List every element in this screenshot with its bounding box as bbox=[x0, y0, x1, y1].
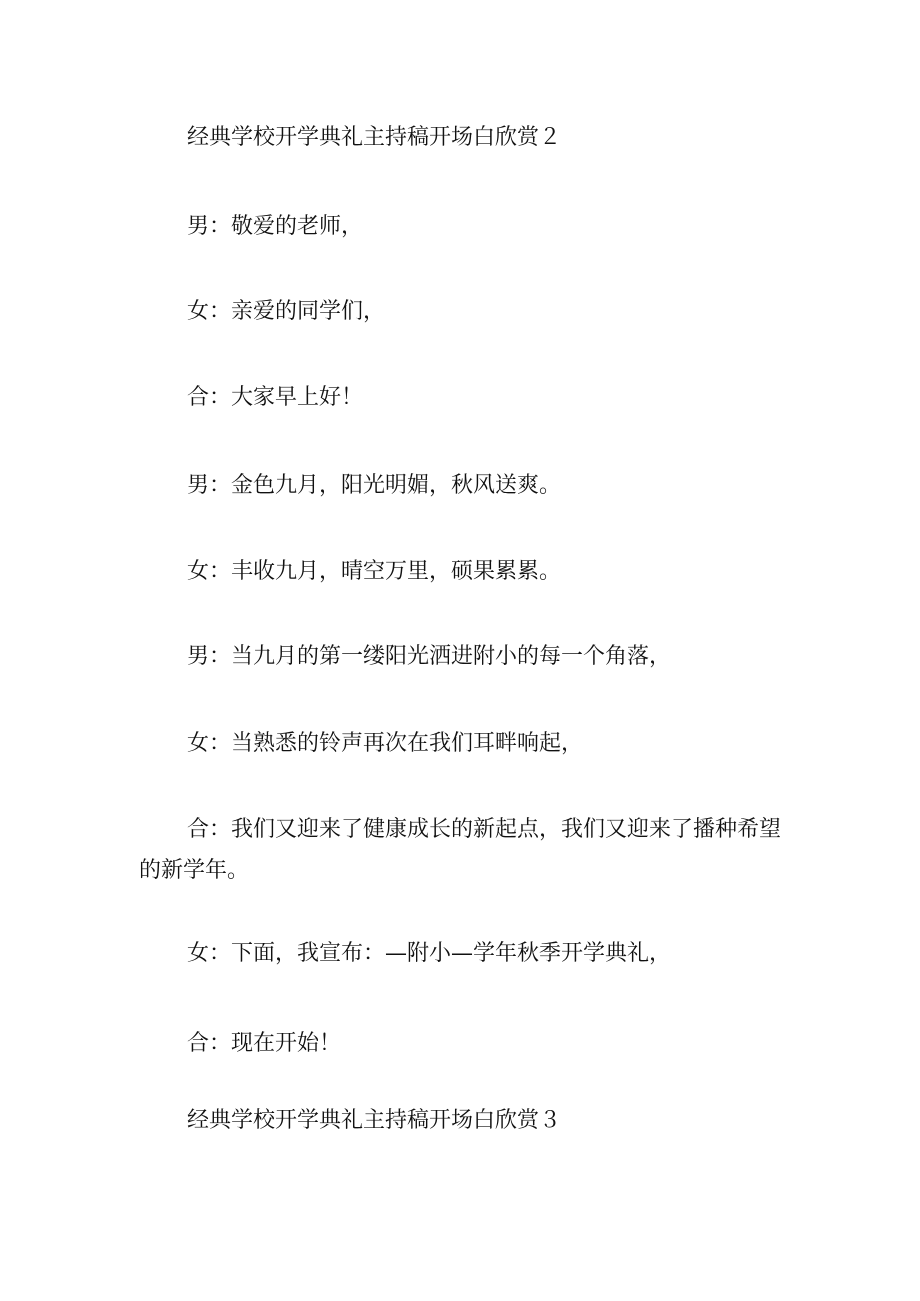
paragraph-female-announce: 女：下面，我宣布：—附小—学年秋季开学典礼， bbox=[187, 941, 672, 966]
paragraph-male-sunlight: 男：当九月的第一缕阳光洒进附小的每一个角落， bbox=[187, 644, 672, 669]
section-heading-2: 经典学校开学典礼主持稿开场白欣赏２ bbox=[187, 125, 562, 150]
paragraph-female-greeting: 女：亲爱的同学们， bbox=[187, 299, 386, 324]
section-heading-3: 经典学校开学典礼主持稿开场白欣赏３ bbox=[187, 1108, 562, 1133]
paragraph-female-harvest: 女：丰收九月，晴空万里，硕果累累。 bbox=[187, 559, 562, 584]
paragraph-male-greeting: 男：敬爱的老师， bbox=[187, 214, 364, 239]
paragraph-female-bell: 女：当熟悉的铃声再次在我们耳畔响起， bbox=[187, 731, 584, 756]
paragraph-male-september: 男：金色九月，阳光明媚，秋风送爽。 bbox=[187, 473, 562, 498]
paragraph-together-new-year: 合：我们又迎来了健康成长的新起点，我们又迎来了播种希望的新学年。 bbox=[139, 817, 782, 883]
paragraph-together-greeting: 合：大家早上好！ bbox=[187, 385, 364, 410]
paragraph-together-begin: 合：现在开始！ bbox=[187, 1031, 342, 1056]
